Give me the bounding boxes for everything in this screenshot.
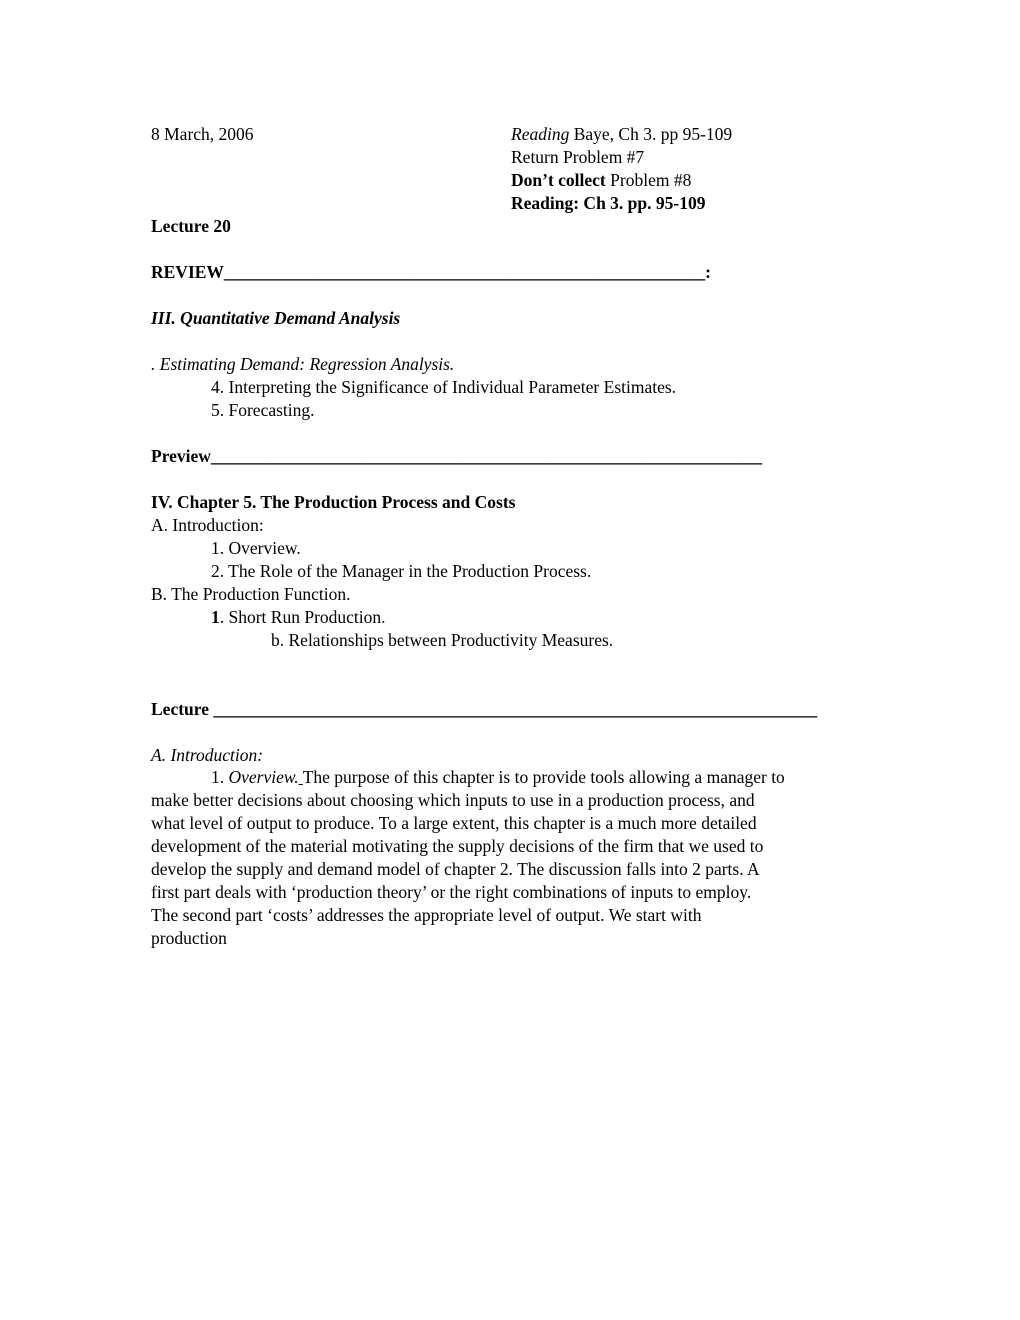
paragraph-line: production — [151, 928, 227, 948]
chapter-title: IV. Chapter 5. The Production Process and Costs — [151, 492, 516, 512]
preview-b-item — [211, 606, 386, 629]
review-item: 5. Forecasting. — [211, 400, 315, 420]
preview-a-heading: A. Introduction: — [151, 515, 264, 535]
preview-heading: Preview_______________________________________________________________ — [151, 446, 763, 466]
paragraph-line: development of the material motivating the supply decisions of the firm that we used to — [151, 836, 764, 856]
overview-number: 1. — [211, 767, 229, 787]
reading-line — [511, 123, 732, 146]
reading-text: Baye, Ch 3. pp 95-109 — [569, 124, 733, 144]
paragraph-line: make better decisions about choosing which inputs to use in a production process, and — [151, 790, 755, 810]
dont-collect-text: Problem #8 — [605, 170, 692, 190]
preview-a-item: 2. The Role of the Manager in the Production Process. — [211, 561, 592, 581]
lecture-a-heading: A. Introduction: — [151, 745, 264, 765]
lecture-paragraph — [151, 766, 881, 950]
preview-b-heading: B. The Production Function. — [151, 584, 351, 604]
paragraph-line: first part deals with ‘production theory’ or the right combinations of inputs to employ. — [151, 882, 752, 902]
lecture-heading: Lecture _____________________________________________________________________ — [151, 699, 818, 719]
paragraph-text: The purpose of this chapter is to provide tools allowing a manager to — [302, 767, 785, 787]
dont-collect-label: Don’t collect — [511, 170, 606, 190]
review-subsection: . Estimating Demand: Regression Analysis. — [151, 354, 455, 374]
lecture-number: Lecture 20 — [151, 216, 231, 236]
preview-b-subitem: b. Relationships between Productivity Measures. — [271, 630, 614, 650]
review-item: 4. Interpreting the Significance of Individual Parameter Estimates. — [211, 377, 677, 397]
date: 8 March, 2006 — [151, 124, 254, 144]
reading-assignment: Reading: Ch 3. pp. 95-109 — [511, 193, 706, 213]
review-section-title: III. Quantitative Demand Analysis — [151, 308, 401, 328]
reading-label: Reading — [511, 124, 570, 144]
return-problem: Return Problem #7 — [511, 147, 645, 167]
preview-b-item-number: 1 — [211, 607, 220, 627]
paragraph-line: what level of output to produce. To a large extent, this chapter is a much more detailed — [151, 813, 757, 833]
review-heading: REVIEW_______________________________________________________: — [151, 262, 712, 282]
dont-collect-line — [511, 169, 691, 192]
overview-label: Overview. — [228, 767, 299, 787]
paragraph-line: The second part ‘costs’ addresses the appropriate level of output. We start with — [151, 905, 702, 925]
paragraph-line: develop the supply and demand model of chapter 2. The discussion falls into 2 parts. A — [151, 859, 760, 879]
preview-a-item: 1. Overview. — [211, 538, 301, 558]
paragraph-line — [151, 766, 881, 789]
preview-b-item-text: . Short Run Production. — [219, 607, 386, 627]
